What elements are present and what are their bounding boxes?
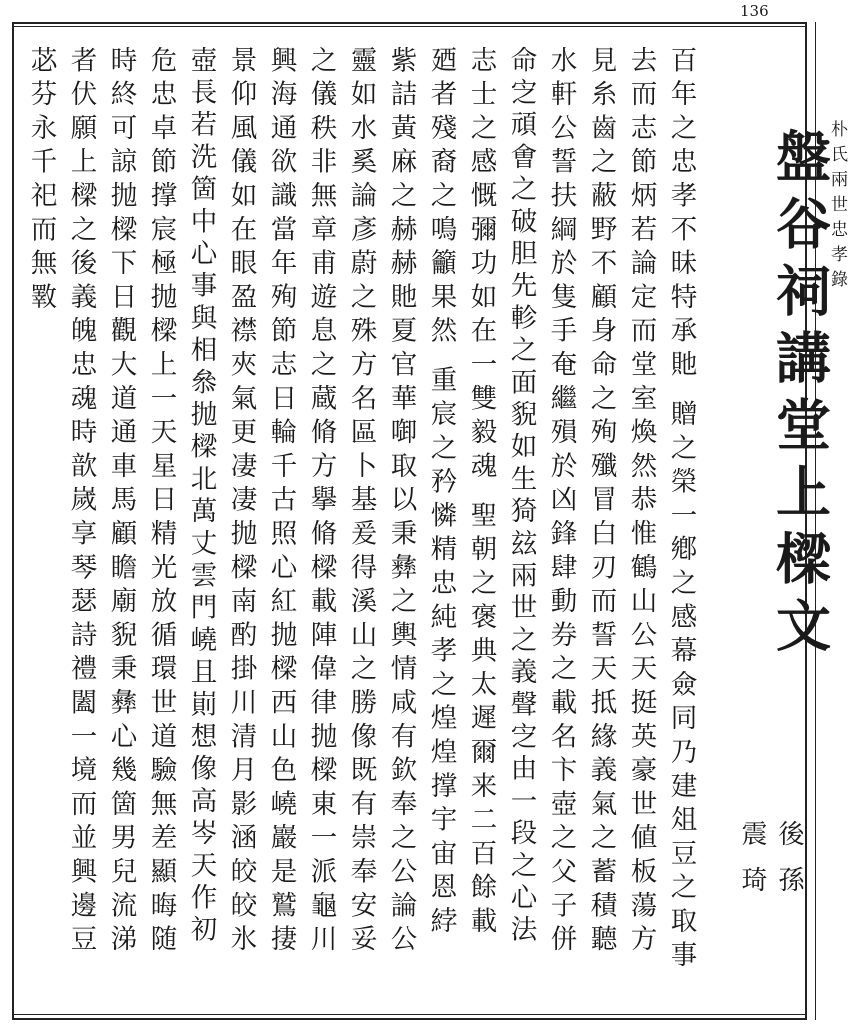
side-title: 朴氏兩世忠孝錄 (827, 120, 847, 295)
text-column-12: 景仰風儀如在眼盈襟夾氣更凄凄抛樑南酌掛川清月影涵皎皎氷 (225, 46, 257, 959)
text-column-16: 者伏願上樑之後義魄忠魂時歆嵗享琴瑟詩禮闔一境而並興邊豆 (65, 46, 97, 959)
text-column-5: 命㝎頑㑹之破胆先軫之面貎如生猗玆兩世之義聲㝎由一段之心法 (505, 46, 537, 948)
author-line (734, 820, 808, 912)
text-column-1: 百年之忠孝不昧特承貤 贈之榮一鄕之感幕僉同乃建俎豆之取事 (665, 46, 697, 975)
text-column-6: 志士之感慨彌功如在一雙毅魂 聖朝之褒典太遲爾来二百餘載 (465, 46, 497, 941)
main-title: 盤谷祠講堂上樑文 (767, 128, 832, 664)
text-column-3: 見糸齒之蔽野不顧身命之殉殲冒白刃而誓天抵緣義氣之蓄積聽 (585, 46, 617, 959)
text-column-8: 紫詰黃麻之赫赫貤夏官華啣取以秉彝之輿情咸有欽奉之公論公 (385, 46, 417, 959)
text-column-10: 之儀秩非無章甫遊息之蔵脩方擧脩樑載陣偉律抛樑東一派龜川 (305, 46, 337, 959)
page-number: 136 (740, 2, 769, 20)
frame-rule-bottom (12, 1014, 807, 1015)
frame-rule-top (12, 26, 807, 27)
text-column-7: 廼者殘裔之鳴籲果然 重宸之矜憐精忠純孝之煌煌撑宇宙恩綍 (425, 46, 457, 941)
text-column-17: 苾芬永千祀而無斁 (25, 46, 57, 317)
text-column-15: 時終可諒抛樑下日觀大道通車馬顧瞻廟貎秉彝心幾箇男兒流涕 (105, 46, 137, 959)
author-relation: 後孫 (774, 820, 804, 912)
text-column-13: 壺長若洗箇中心事與相叅抛樑北萬丈雲門嶢且崱想像高岑天作初 (185, 46, 217, 948)
text-column-9: 靈如水奚論彥蔚之殊方名區卜基爰得溪山之勝像既有崇奉安妥 (345, 46, 377, 959)
text-column-2: 去而志節炳若論定而堂室煥然恭惟鶴山公天挺英豪世値板蕩方 (625, 46, 657, 959)
text-column-14: 危忠卓節撑宸極抛樑上一天星日精光放循環世道驗無差顯晦随 (145, 46, 177, 959)
text-column-11: 興海通欲識當年殉節志日輪千古照心紅抛樑西山色嶢巖是鷲捿 (265, 46, 297, 959)
author-name: 震琦 (737, 820, 767, 912)
text-column-4: 水軒公誓扶綱於隻手奄繼殞於凶鋒肆動券之載名卞壺之父子併 (545, 46, 577, 959)
